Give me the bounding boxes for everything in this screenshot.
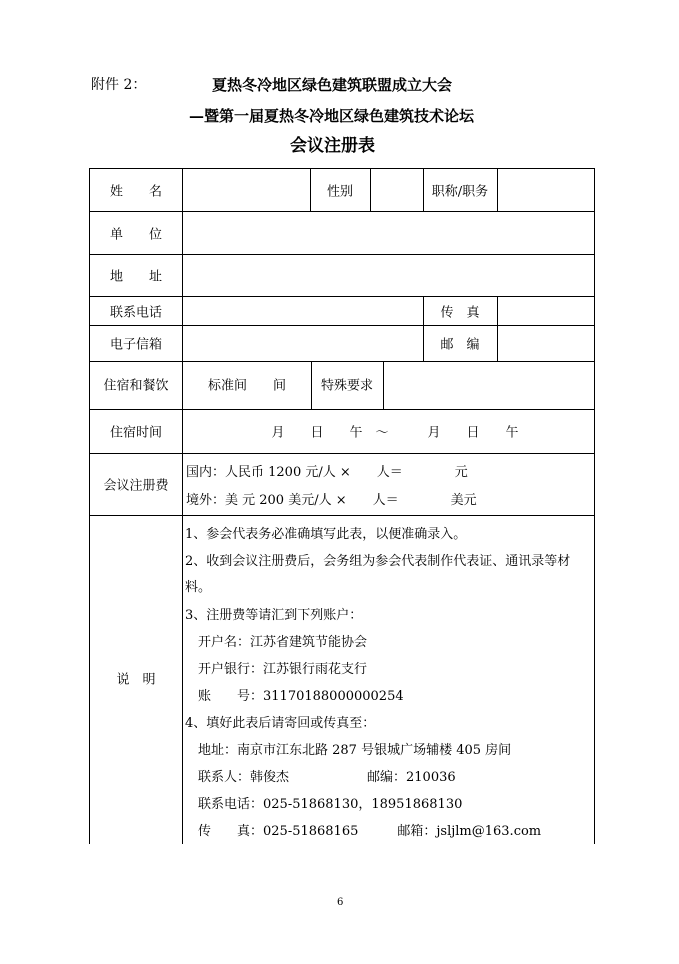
standard-room-field[interactable]: 标准间 间 (207, 378, 287, 394)
fee-label: 会议注册费 (103, 478, 169, 494)
note-line: 1、参会代表务必准确填写此表，以便准确录入。 (185, 527, 467, 542)
title-line-1: 夏热冬冷地区绿色建筑联盟成立大会 (212, 76, 453, 94)
registration-form (89, 168, 595, 844)
title-line-2: —暨第一届夏热冬冷地区绿色建筑技术论坛 (189, 107, 475, 125)
fax-field[interactable] (499, 298, 593, 324)
unit-field[interactable] (184, 213, 593, 253)
name-label: 姓 名 (109, 184, 163, 200)
form-title: 会议注册表 (290, 136, 375, 156)
address-label: 地 址 (109, 269, 163, 285)
special-request-field[interactable] (385, 363, 593, 408)
note-line: 开户名：江苏省建筑节能协会 (185, 635, 368, 650)
attachment-label: 附件 2： (91, 77, 147, 93)
page-number: 6 (337, 897, 344, 908)
fax-label: 传 真 (440, 305, 480, 321)
email-label: 电子信箱 (109, 337, 163, 353)
note-line: 地址：南京市江东北路 287 号银城广场辅楼 405 房间 (185, 743, 512, 758)
postcode-label: 邮 编 (440, 337, 480, 353)
note-line: 3、注册费等请汇到下列账户： (185, 608, 363, 623)
note-line: 2、收到会议注册费后，会务组为参会代表制作代表证、通讯录等材 (185, 554, 571, 569)
job-title-label: 职称/职务 (431, 184, 489, 200)
note-line: 联系人：韩俊杰 邮编：210036 (185, 770, 456, 785)
phone-field[interactable] (184, 298, 422, 324)
fee-domestic: 国内：人民币 1200 元/人 × 人＝ 元 (186, 465, 468, 480)
lodging-label: 住宿和餐饮 (103, 378, 169, 394)
address-field[interactable] (184, 256, 593, 295)
name-field[interactable] (184, 170, 309, 210)
special-request-label: 特殊要求 (320, 378, 374, 394)
fee-foreign: 境外：美 元 200 美元/人 × 人＝ 美元 (186, 493, 477, 508)
notes-label: 说 明 (116, 672, 156, 688)
job-title-field[interactable] (499, 170, 593, 210)
gender-field[interactable] (372, 170, 422, 210)
gender-label: 性别 (326, 184, 354, 200)
email-field[interactable] (184, 327, 422, 360)
note-line: 料。 (185, 580, 212, 595)
stay-time-label: 住宿时间 (109, 425, 163, 441)
note-line: 4、填好此表后请寄回或传真至： (185, 716, 376, 731)
note-line: 开户银行：江苏银行雨花支行 (185, 662, 368, 677)
unit-label: 单 位 (109, 227, 163, 243)
note-line: 联系电话：025-51868130，18951868130 (185, 797, 463, 812)
note-line: 账 号：31170188000000254 (185, 689, 404, 704)
note-line: 传 真：025-51868165 邮箱：jsljlm@163.com (185, 824, 542, 839)
phone-label: 联系电话 (109, 305, 163, 321)
postcode-field[interactable] (499, 327, 593, 360)
stay-time-field[interactable]: 月 日 午 ～ 月 日 午 (271, 425, 519, 441)
